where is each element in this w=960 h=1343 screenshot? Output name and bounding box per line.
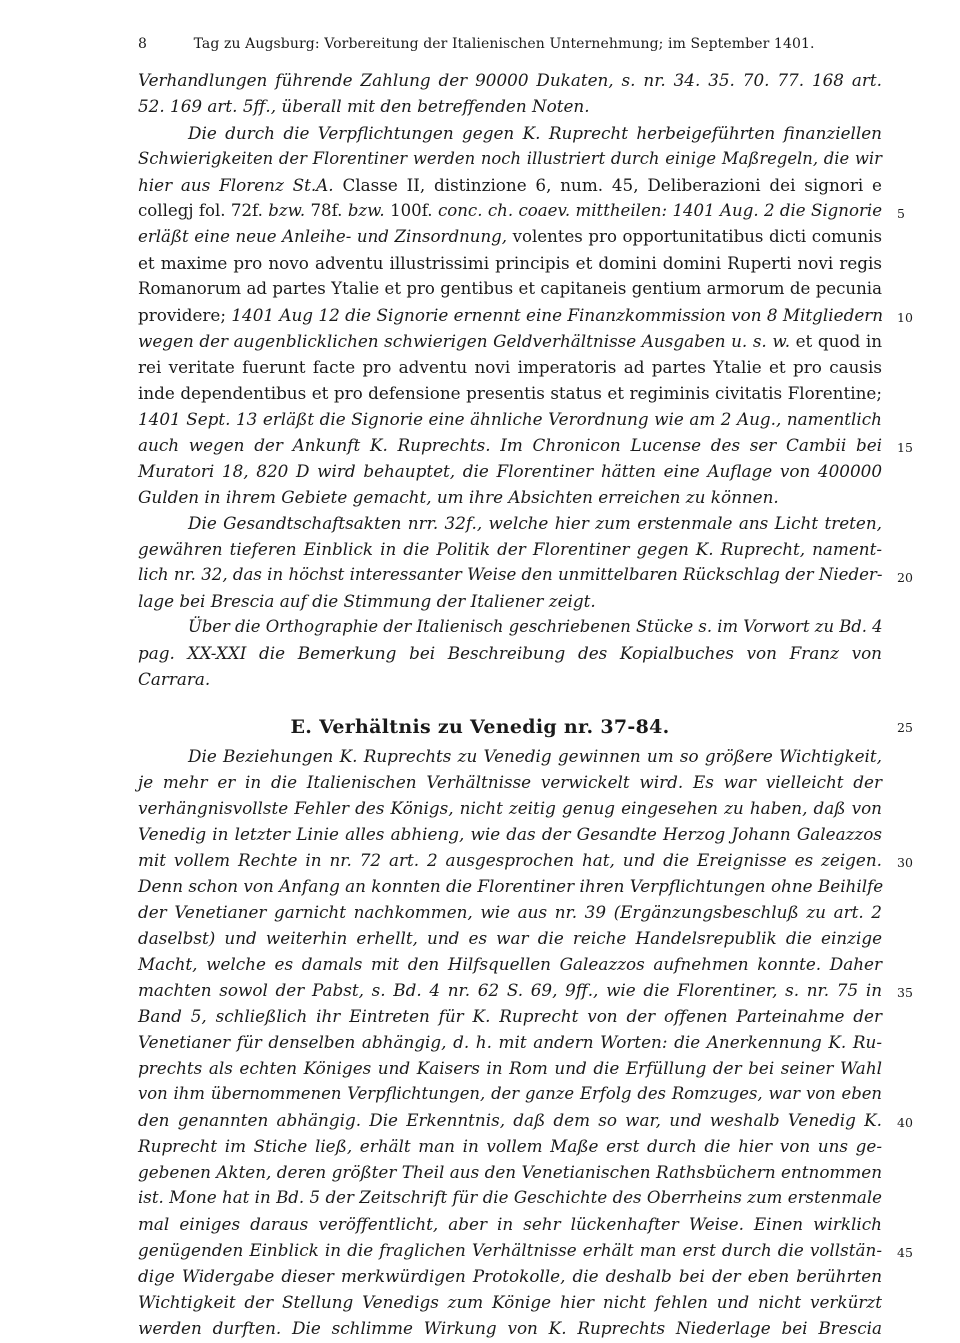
margin-line-number: 25 — [897, 720, 913, 735]
text-line: Venetianer für denselben abhängig, d. h. mit andern Worten: die Anerkennung K. Ru- — [138, 1032, 882, 1052]
text-line: daselbst) und weiterhin erhellt, und es war die reiche Handelsrepublik die einzige — [138, 928, 882, 948]
text-span: collegj fol. 72f. — [138, 201, 263, 220]
text-line — [138, 307, 882, 324]
page-number: 8 — [138, 36, 148, 52]
text-line: den genannten abhängig. Die Erkenntnis, daß dem so war, und weshalb Venedig K. — [138, 1110, 882, 1130]
text-span: providere; — [138, 305, 226, 325]
text-line: Venedig in letzter Linie alles abhieng, wie das der Gesandte Herzog Johann Galeazzos — [138, 824, 882, 844]
text-span: hier aus Florenz St.A. — [138, 175, 334, 195]
text-line: 52. 169 art. 5ff., überall mit den betreffenden Noten. — [138, 96, 590, 116]
text-line: et maxime pro novo adventu illustrissimi principis et domini domini Ruperti novi regis — [138, 253, 882, 273]
text-line: werden durften. Die schlimme Wirkung von K. Ruprechts Niederlage bei Brescia — [138, 1318, 882, 1338]
text-line: ist. Mone hat in Bd. 5 der Zeitschrift für die Geschichte des Oberrheins zum erstenmale — [138, 1188, 882, 1207]
text-line: auch wegen der Ankunft K. Ruprechts. Im Chronicon Lucense des ser Cambii bei — [138, 435, 882, 455]
text-line: Gulden in ihrem Gebiete gemacht, um ihre Absichten erreichen zu können. — [138, 487, 779, 507]
text-line: Romanorum ad partes Ytalie et pro gentibus et capitaneis gentium armorum de pecunia — [138, 279, 882, 298]
text-line: Ruprecht im Stiche ließ, erhält man in vollem Maße erst durch die hier von uns ge- — [138, 1136, 882, 1156]
text-line: gebenen Akten, deren größter Theil aus den Venetianischen Rathsbüchern entnommen — [138, 1162, 882, 1182]
text-span: et quod in — [795, 331, 882, 351]
text-line — [138, 333, 882, 350]
text-line: Schwierigkeiten der Florentiner werden noch illustriert durch einige Maßregeln, die wir — [138, 149, 882, 168]
margin-line-number: 5 — [897, 206, 905, 221]
text-line: mit vollem Rechte in nr. 72 art. 2 ausgesprochen hat, und die Ereignisse es zeigen. — [138, 850, 882, 870]
text-span: conc. ch. coaev. mittheilen: 1401 Aug. 2 die Signorie — [437, 201, 883, 220]
text-span: volentes pro opportunitatibus dicti comunis — [512, 227, 882, 246]
text-span: 78f. — [310, 201, 343, 220]
margin-line-number: 10 — [897, 310, 913, 325]
text-span: Classe II, distinzione 6, num. 45, Deliberazioni dei signori e — [342, 175, 882, 195]
text-line: lage bei Brescia auf die Stimmung der Italiener zeigt. — [138, 591, 596, 611]
text-line: der Venetianer garnicht nachkommen, wie aus nr. 39 (Ergänzungsbeschluß zu art. 2 — [138, 902, 882, 922]
text-line — [138, 177, 882, 194]
margin-line-number: 20 — [897, 570, 913, 585]
text-line: machten sowol der Pabst, s. Bd. 4 nr. 62 S. 69, 9ff., wie die Florentiner, s. nr. 75 in — [138, 980, 882, 1000]
text-line: Muratori 18, 820 D wird behauptet, die Florentiner hätten eine Auflage von 400000 — [138, 461, 882, 481]
text-line: Die Beziehungen K. Ruprechts zu Venedig gewinnen um so größere Wichtigkeit, — [188, 746, 882, 766]
text-line: lich nr. 32, das in höchst interessanter Weise den unmittelbaren Rückschlag der Nieder- — [138, 565, 883, 584]
text-line: mal einiges daraus veröffentlicht, aber in sehr lückenhafter Weise. Einen wirklich — [138, 1214, 882, 1234]
text-line: Wichtigkeit der Stellung Venedigs zum Könige hier nicht fehlen und nicht verkürzt — [138, 1292, 882, 1312]
text-line: Verhandlungen führende Zahlung der 90000 Dukaten, s. nr. 34. 35. 70. 77. 168 art. — [138, 70, 882, 90]
text-line: rei veritate fuerunt facte pro adventu novi imperatoris ad partes Ytalie et pro causis — [138, 357, 882, 377]
text-line: dige Widergabe dieser merkwürdigen Protokolle, die deshalb bei der eben berührten — [138, 1266, 882, 1286]
text-span: wegen der augenblicklichen schwierigen Geldverhältnisse Ausgaben u. s. w. — [138, 331, 791, 351]
text-line: 1401 Sept. 13 erläßt die Signorie eine ähnliche Verordnung wie am 2 Aug., namentlich — [138, 409, 882, 429]
text-line: Die Gesandtschaftsakten nrr. 32f., welche hier zum erstenmale ans Licht treten, — [188, 513, 882, 533]
margin-line-number: 45 — [897, 1245, 913, 1260]
text-line: Band 5, schließlich ihr Eintreten für K. Ruprecht von der offenen Parteinahme der — [138, 1006, 882, 1026]
text-line: inde dependentibus et pro defensione presentis status et regiminis civitatis Florentine; — [138, 383, 882, 403]
margin-line-number: 30 — [897, 855, 913, 870]
margin-line-number: 35 — [897, 985, 913, 1000]
text-line — [138, 203, 882, 220]
text-line: Macht, welche es damals mit den Hilfsquellen Galeazzos aufnehmen konnte. Daher — [138, 954, 882, 974]
section-heading: E. Verhältnis zu Venedig nr. 37-84. — [290, 716, 670, 738]
running-title: Tag zu Augsburg: Vorbereitung der Italienischen Unternehmung; im September 1401. — [193, 36, 815, 52]
text-line: pag. XX-XXI die Bemerkung bei Beschreibung des Kopialbuches von Franz von — [138, 643, 882, 663]
margin-line-number: 15 — [897, 440, 913, 455]
text-line: je mehr er in die Italienischen Verhältnisse verwickelt wird. Es war vielleicht der — [138, 772, 882, 792]
text-line: Über die Orthographie der Italienisch geschriebenen Stücke s. im Vorwort zu Bd. 4 — [188, 617, 883, 636]
text-span: bzw. — [347, 201, 385, 220]
text-line: von ihm übernommenen Verpflichtungen, der ganze Erfolg des Romzuges, war von eben — [138, 1084, 882, 1103]
text-line: genügenden Einblick in die fraglichen Verhältnisse erhält man erst durch die vollstän- — [138, 1240, 882, 1260]
text-line: gewähren tieferen Einblick in die Politik der Florentiner gegen K. Ruprecht, nament- — [138, 539, 882, 559]
text-span: 1401 Aug 12 die Signorie ernennt eine Finanzkommission von 8 Mitgliedern — [231, 305, 884, 325]
text-line: prechts als echten Königes und Kaisers in Rom und die Erfüllung der bei seiner Wahl — [138, 1058, 882, 1078]
text-line: verhängnisvollste Fehler des Königs, nicht zeitig genug eingesehen zu haben, daß von — [138, 798, 882, 818]
text-line: Die durch die Verpflichtungen gegen K. Ruprecht herbeigeführten finanziellen — [188, 123, 882, 143]
running-header — [138, 36, 878, 52]
text-span: 100f. — [390, 201, 433, 220]
text-line: Denn schon von Anfang an konnten die Florentiner ihren Verpflichtungen ohne Beihilfe — [138, 876, 884, 896]
text-span: erläßt eine neue Anleihe- und Zinsordnung, — [138, 227, 508, 246]
text-span: bzw. — [268, 201, 306, 220]
margin-line-number: 40 — [897, 1115, 913, 1130]
text-line: Carrara. — [138, 669, 211, 689]
text-line — [138, 229, 882, 246]
